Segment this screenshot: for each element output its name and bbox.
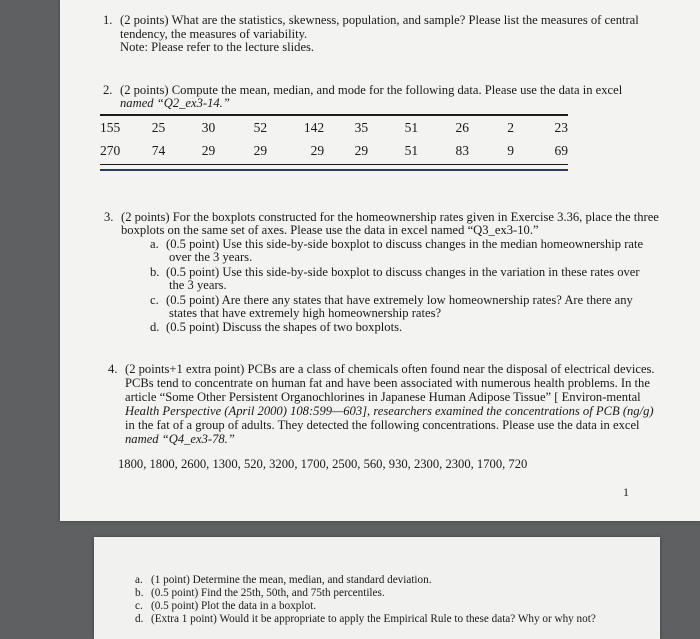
question-4-line: Health Perspective (April 2000) 108:599—603], researchers examined the concentrations of PCB (ng/g)	[125, 404, 654, 418]
table-cell: 52	[253, 119, 268, 135]
part-letter: b.	[150, 265, 160, 279]
part-letter: d.	[135, 613, 144, 625]
part-text: (0.5 point) Use this side-by-side boxplot to discuss changes in the variation in these rates over	[166, 265, 640, 279]
part-letter: d.	[150, 320, 160, 334]
question-3-line: (2 points) For the boxplots constructed for the homeownership rates given in Exercise 3.36, place the three	[121, 210, 659, 224]
table-cell: 9	[507, 142, 514, 158]
table-cell: 29	[201, 142, 216, 158]
table-row	[100, 139, 568, 162]
part-letter: a.	[135, 574, 143, 586]
question-4-number: 4.	[108, 362, 118, 376]
part-letter: a.	[150, 237, 159, 251]
table-cell: 30	[201, 119, 216, 135]
question-4-line: named “Q4_ex3-78.”	[125, 432, 235, 446]
question-1-line: (2 points) What are the statistics, skewness, population, and sample? Please list the measures of central	[120, 13, 639, 27]
part-text: states that have extremely high homeownership rates?	[169, 306, 442, 320]
page-number: 1	[623, 485, 629, 499]
table-row	[100, 116, 568, 139]
part-text: (0.5 point) Discuss the shapes of two boxplots.	[166, 320, 403, 334]
part-letter: c.	[135, 600, 143, 612]
table-cell: 2	[507, 119, 514, 135]
q2-data-table	[100, 116, 568, 162]
table-cell: 26	[455, 119, 470, 135]
table-cell: 270	[100, 142, 121, 158]
question-1-line: Note: Please refer to the lecture slides.	[120, 40, 315, 54]
question-4-line: (2 points+1 extra point) PCBs are a class of chemicals often found near the disposal of electrical devices.	[125, 362, 655, 376]
part-text: (0.5 point) Are there any states that have extremely low homeownership rates? Are there any	[166, 293, 633, 307]
table-bottom-rule	[100, 169, 568, 171]
table-cell: 23	[554, 119, 568, 135]
table-cell: 25	[151, 119, 166, 135]
table-cell: 51	[404, 119, 419, 135]
table-cell: 29	[253, 142, 268, 158]
question-1-number: 1.	[103, 13, 113, 27]
question-4-line: in the fat of a group of adults. They detected the following concentrations. Please use the data in excel	[125, 418, 640, 432]
question-2-number: 2.	[103, 83, 113, 97]
table-cell: 51	[404, 142, 419, 158]
question-4-line: PCBs tend to concentrate on human fat and have been associated with numerous health problems. In the	[125, 376, 650, 390]
pcb-data-values: 1800, 1800, 2600, 1300, 520, 3200, 1700, 2500, 560, 930, 2300, 2300, 1700, 720	[118, 457, 528, 471]
table-cell: 29	[354, 142, 369, 158]
question-3-number: 3.	[104, 210, 114, 224]
question-2-line: named “Q2_ex3-14.”	[120, 96, 230, 110]
table-cell: 29	[310, 142, 325, 158]
part-text: (0.5 point) Plot the data in a boxplot.	[151, 600, 316, 612]
table-cell: 69	[554, 142, 568, 158]
table-cell: 142	[303, 119, 325, 135]
question-2-line: (2 points) Compute the mean, median, and mode for the following data. Please use the data in excel	[120, 83, 623, 97]
part-letter: b.	[135, 587, 144, 599]
question-1-line: tendency, the measures of variability.	[120, 27, 308, 41]
part-text: (0.5 point) Find the 25th, 50th, and 75th percentiles.	[151, 587, 385, 599]
table-bottom-rule	[100, 164, 568, 165]
part-text: (0.5 point) Use this side-by-side boxplot to discuss changes in the median homeownership rate	[166, 237, 644, 251]
part-text: the 3 years.	[169, 278, 227, 292]
question-3-line: boxplots on the same set of axes. Please use the data in excel named “Q3_ex3-10.”	[121, 223, 539, 237]
question-4-line: article “Some Other Persistent Organochlorines in Japanese Human Adipose Tissue” [ Environ-mental	[125, 390, 641, 404]
table-cell: 155	[100, 119, 121, 135]
table-cell: 83	[455, 142, 470, 158]
part-text: (Extra 1 point) Would it be appropriate to apply the Empirical Rule to these data? Why or why not?	[151, 613, 596, 625]
table-cell: 35	[354, 119, 369, 135]
part-text: (1 point) Determine the mean, median, and standard deviation.	[151, 574, 432, 586]
table-cell: 74	[151, 142, 166, 158]
part-text: over the 3 years.	[169, 250, 253, 264]
part-letter: c.	[150, 293, 159, 307]
